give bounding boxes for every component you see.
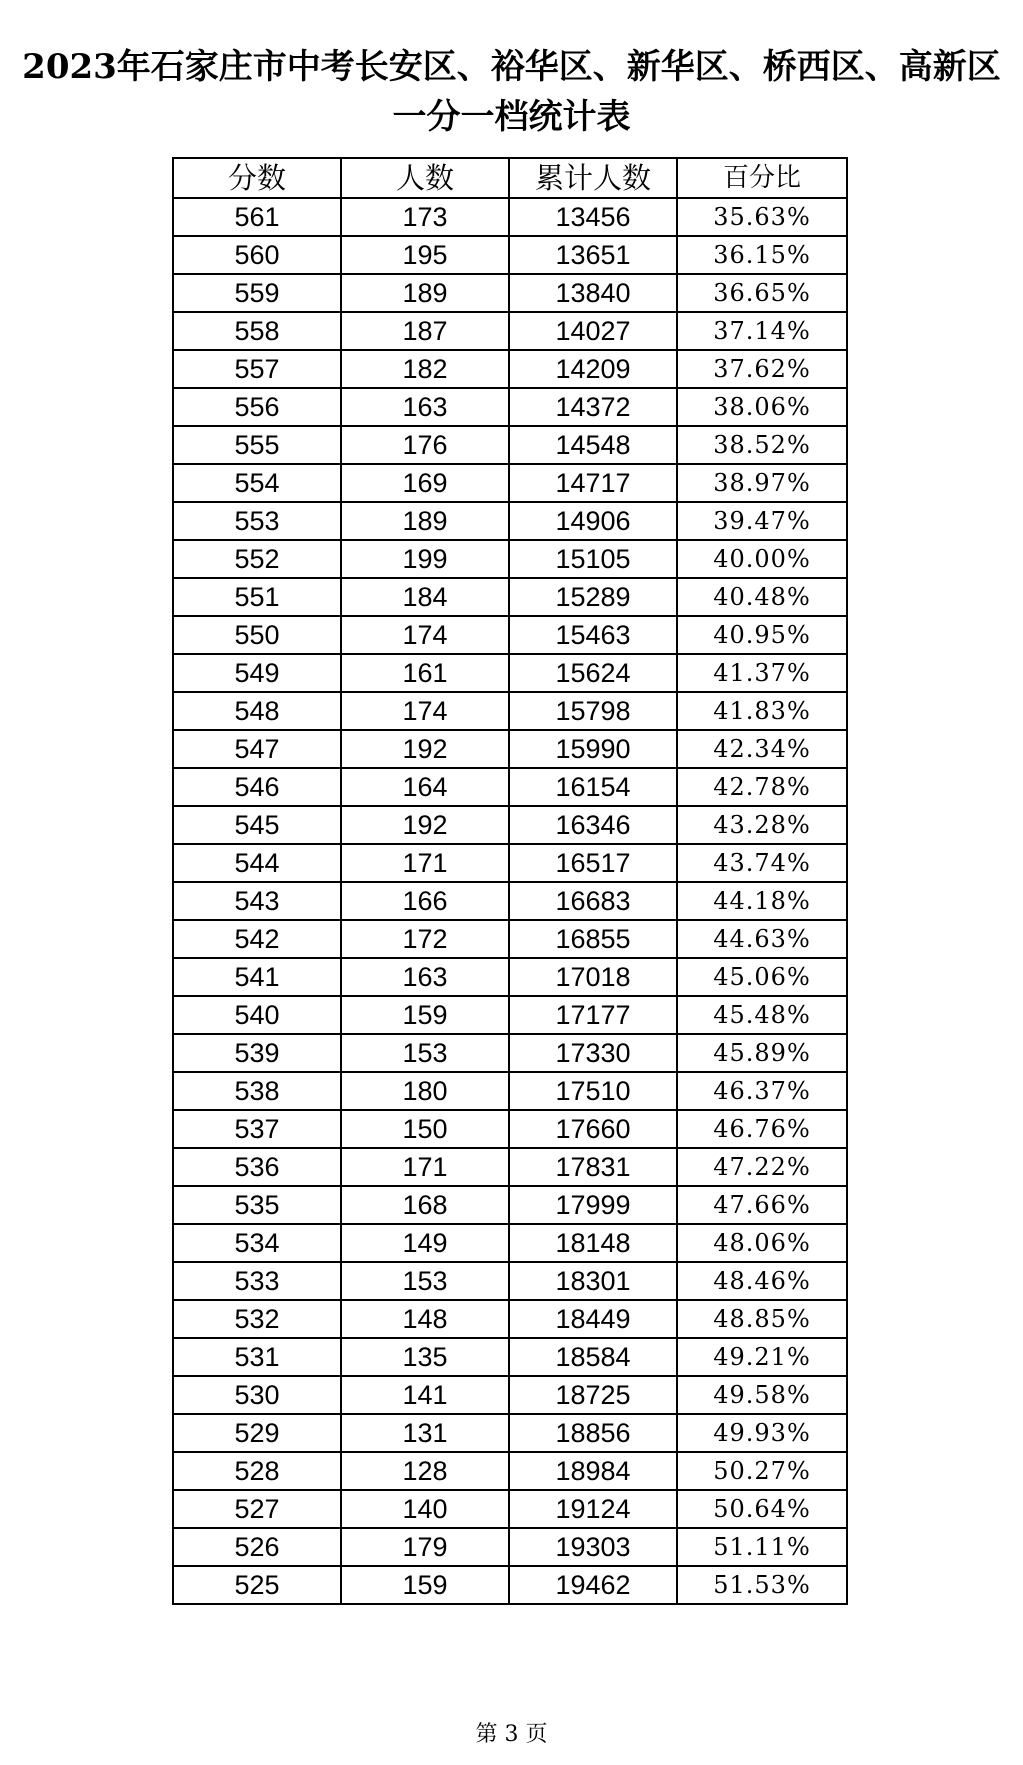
table-row bbox=[173, 1072, 847, 1110]
cell-count: 163 bbox=[341, 958, 509, 996]
cell-percent: 40.48% bbox=[677, 578, 847, 616]
cell-count: 149 bbox=[341, 1224, 509, 1262]
cell-score: 532 bbox=[173, 1300, 341, 1338]
cell-percent: 42.34% bbox=[677, 730, 847, 768]
cell-score: 551 bbox=[173, 578, 341, 616]
table-row bbox=[173, 730, 847, 768]
cell-count: 169 bbox=[341, 464, 509, 502]
cell-count: 172 bbox=[341, 920, 509, 958]
cell-count: 180 bbox=[341, 1072, 509, 1110]
cell-score: 556 bbox=[173, 388, 341, 426]
table-row bbox=[173, 654, 847, 692]
cell-score: 553 bbox=[173, 502, 341, 540]
cell-count: 166 bbox=[341, 882, 509, 920]
cell-score: 544 bbox=[173, 844, 341, 882]
cell-score: 538 bbox=[173, 1072, 341, 1110]
cell-cumulative: 13456 bbox=[509, 198, 677, 236]
table-row bbox=[173, 1148, 847, 1186]
cell-score: 545 bbox=[173, 806, 341, 844]
cell-percent: 45.89% bbox=[677, 1034, 847, 1072]
header-percent: 百分比 bbox=[677, 158, 847, 198]
cell-score: 558 bbox=[173, 312, 341, 350]
table-row bbox=[173, 1528, 847, 1566]
table-row bbox=[173, 1452, 847, 1490]
table-row bbox=[173, 236, 847, 274]
cell-score: 539 bbox=[173, 1034, 341, 1072]
cell-score: 534 bbox=[173, 1224, 341, 1262]
cell-cumulative: 19124 bbox=[509, 1490, 677, 1528]
table-body bbox=[173, 198, 847, 1604]
cell-percent: 38.06% bbox=[677, 388, 847, 426]
cell-percent: 41.83% bbox=[677, 692, 847, 730]
cell-percent: 38.52% bbox=[677, 426, 847, 464]
table-row bbox=[173, 1262, 847, 1300]
cell-score: 526 bbox=[173, 1528, 341, 1566]
cell-cumulative: 18449 bbox=[509, 1300, 677, 1338]
cell-cumulative: 18984 bbox=[509, 1452, 677, 1490]
table-row bbox=[173, 1414, 847, 1452]
cell-percent: 43.74% bbox=[677, 844, 847, 882]
cell-cumulative: 19462 bbox=[509, 1566, 677, 1604]
cell-cumulative: 16855 bbox=[509, 920, 677, 958]
cell-count: 184 bbox=[341, 578, 509, 616]
cell-count: 192 bbox=[341, 730, 509, 768]
cell-percent: 45.06% bbox=[677, 958, 847, 996]
cell-score: 530 bbox=[173, 1376, 341, 1414]
cell-count: 148 bbox=[341, 1300, 509, 1338]
cell-score: 548 bbox=[173, 692, 341, 730]
cell-score: 541 bbox=[173, 958, 341, 996]
cell-count: 176 bbox=[341, 426, 509, 464]
cell-count: 153 bbox=[341, 1262, 509, 1300]
cell-cumulative: 14717 bbox=[509, 464, 677, 502]
cell-cumulative: 15990 bbox=[509, 730, 677, 768]
cell-cumulative: 17177 bbox=[509, 996, 677, 1034]
cell-count: 164 bbox=[341, 768, 509, 806]
cell-percent: 47.22% bbox=[677, 1148, 847, 1186]
cell-count: 192 bbox=[341, 806, 509, 844]
table-row bbox=[173, 350, 847, 388]
cell-percent: 46.37% bbox=[677, 1072, 847, 1110]
cell-cumulative: 15105 bbox=[509, 540, 677, 578]
table-row bbox=[173, 312, 847, 350]
cell-score: 543 bbox=[173, 882, 341, 920]
cell-percent: 49.21% bbox=[677, 1338, 847, 1376]
cell-score: 528 bbox=[173, 1452, 341, 1490]
cell-cumulative: 16346 bbox=[509, 806, 677, 844]
cell-cumulative: 15463 bbox=[509, 616, 677, 654]
table-row bbox=[173, 1224, 847, 1262]
cell-count: 174 bbox=[341, 616, 509, 654]
cell-cumulative: 18584 bbox=[509, 1338, 677, 1376]
table-row bbox=[173, 1034, 847, 1072]
header-score: 分数 bbox=[173, 158, 341, 198]
cell-count: 174 bbox=[341, 692, 509, 730]
cell-score: 554 bbox=[173, 464, 341, 502]
header-count: 人数 bbox=[341, 158, 509, 198]
cell-score: 557 bbox=[173, 350, 341, 388]
cell-cumulative: 16683 bbox=[509, 882, 677, 920]
cell-score: 547 bbox=[173, 730, 341, 768]
cell-percent: 51.53% bbox=[677, 1566, 847, 1604]
cell-percent: 36.15% bbox=[677, 236, 847, 274]
table-row bbox=[173, 1186, 847, 1224]
cell-cumulative: 13651 bbox=[509, 236, 677, 274]
cell-percent: 35.63% bbox=[677, 198, 847, 236]
cell-count: 187 bbox=[341, 312, 509, 350]
cell-cumulative: 18148 bbox=[509, 1224, 677, 1262]
cell-cumulative: 13840 bbox=[509, 274, 677, 312]
cell-count: 135 bbox=[341, 1338, 509, 1376]
cell-cumulative: 14906 bbox=[509, 502, 677, 540]
cell-score: 540 bbox=[173, 996, 341, 1034]
cell-cumulative: 14209 bbox=[509, 350, 677, 388]
cell-score: 529 bbox=[173, 1414, 341, 1452]
table-row bbox=[173, 540, 847, 578]
cell-percent: 51.11% bbox=[677, 1528, 847, 1566]
table-row bbox=[173, 426, 847, 464]
cell-percent: 39.47% bbox=[677, 502, 847, 540]
cell-cumulative: 16517 bbox=[509, 844, 677, 882]
cell-percent: 42.78% bbox=[677, 768, 847, 806]
cell-count: 195 bbox=[341, 236, 509, 274]
table-row bbox=[173, 464, 847, 502]
table-row bbox=[173, 882, 847, 920]
cell-count: 189 bbox=[341, 502, 509, 540]
cell-score: 555 bbox=[173, 426, 341, 464]
cell-cumulative: 15798 bbox=[509, 692, 677, 730]
table-row bbox=[173, 1110, 847, 1148]
cell-score: 552 bbox=[173, 540, 341, 578]
cell-percent: 44.18% bbox=[677, 882, 847, 920]
cell-cumulative: 19303 bbox=[509, 1528, 677, 1566]
cell-cumulative: 17999 bbox=[509, 1186, 677, 1224]
table-row bbox=[173, 844, 847, 882]
title-line-2: 一分一档统计表 bbox=[392, 97, 631, 137]
table-row bbox=[173, 616, 847, 654]
table-row bbox=[173, 996, 847, 1034]
cell-percent: 47.66% bbox=[677, 1186, 847, 1224]
cell-percent: 37.14% bbox=[677, 312, 847, 350]
cell-score: 527 bbox=[173, 1490, 341, 1528]
cell-percent: 49.93% bbox=[677, 1414, 847, 1452]
cell-cumulative: 14372 bbox=[509, 388, 677, 426]
header-cumulative: 累计人数 bbox=[509, 158, 677, 198]
table-row bbox=[173, 806, 847, 844]
table-row bbox=[173, 692, 847, 730]
cell-count: 141 bbox=[341, 1376, 509, 1414]
cell-percent: 40.95% bbox=[677, 616, 847, 654]
title-line-1: 2023年石家庄市中考长安区、裕华区、新华区、桥西区、高新区 bbox=[22, 47, 1001, 87]
cell-score: 561 bbox=[173, 198, 341, 236]
cell-cumulative: 17510 bbox=[509, 1072, 677, 1110]
cell-score: 550 bbox=[173, 616, 341, 654]
cell-percent: 46.76% bbox=[677, 1110, 847, 1148]
cell-cumulative: 17660 bbox=[509, 1110, 677, 1148]
cell-count: 140 bbox=[341, 1490, 509, 1528]
cell-percent: 44.63% bbox=[677, 920, 847, 958]
cell-percent: 36.65% bbox=[677, 274, 847, 312]
cell-cumulative: 17330 bbox=[509, 1034, 677, 1072]
cell-percent: 37.62% bbox=[677, 350, 847, 388]
cell-count: 163 bbox=[341, 388, 509, 426]
cell-count: 161 bbox=[341, 654, 509, 692]
table-header-row bbox=[173, 158, 847, 198]
cell-percent: 41.37% bbox=[677, 654, 847, 692]
cell-count: 171 bbox=[341, 1148, 509, 1186]
cell-cumulative: 15624 bbox=[509, 654, 677, 692]
cell-score: 531 bbox=[173, 1338, 341, 1376]
table-row bbox=[173, 1376, 847, 1414]
cell-percent: 40.00% bbox=[677, 540, 847, 578]
table-row bbox=[173, 274, 847, 312]
cell-cumulative: 18725 bbox=[509, 1376, 677, 1414]
cell-percent: 50.64% bbox=[677, 1490, 847, 1528]
cell-score: 542 bbox=[173, 920, 341, 958]
table-row bbox=[173, 768, 847, 806]
cell-score: 525 bbox=[173, 1566, 341, 1604]
cell-cumulative: 17018 bbox=[509, 958, 677, 996]
cell-count: 189 bbox=[341, 274, 509, 312]
cell-count: 159 bbox=[341, 1566, 509, 1604]
cell-score: 559 bbox=[173, 274, 341, 312]
cell-cumulative: 15289 bbox=[509, 578, 677, 616]
cell-score: 537 bbox=[173, 1110, 341, 1148]
cell-score: 546 bbox=[173, 768, 341, 806]
table-row bbox=[173, 1300, 847, 1338]
page-number: 第 3 页 bbox=[475, 1722, 548, 1747]
table-row bbox=[173, 388, 847, 426]
score-distribution-table bbox=[172, 157, 848, 1605]
cell-percent: 45.48% bbox=[677, 996, 847, 1034]
table-row bbox=[173, 502, 847, 540]
cell-score: 549 bbox=[173, 654, 341, 692]
cell-score: 536 bbox=[173, 1148, 341, 1186]
cell-percent: 43.28% bbox=[677, 806, 847, 844]
cell-score: 533 bbox=[173, 1262, 341, 1300]
cell-score: 535 bbox=[173, 1186, 341, 1224]
cell-count: 179 bbox=[341, 1528, 509, 1566]
cell-percent: 49.58% bbox=[677, 1376, 847, 1414]
cell-cumulative: 14027 bbox=[509, 312, 677, 350]
cell-cumulative: 18301 bbox=[509, 1262, 677, 1300]
cell-count: 168 bbox=[341, 1186, 509, 1224]
cell-count: 128 bbox=[341, 1452, 509, 1490]
cell-count: 131 bbox=[341, 1414, 509, 1452]
cell-cumulative: 17831 bbox=[509, 1148, 677, 1186]
cell-count: 150 bbox=[341, 1110, 509, 1148]
cell-percent: 48.06% bbox=[677, 1224, 847, 1262]
cell-percent: 38.97% bbox=[677, 464, 847, 502]
cell-percent: 48.46% bbox=[677, 1262, 847, 1300]
cell-percent: 48.85% bbox=[677, 1300, 847, 1338]
table-row bbox=[173, 1338, 847, 1376]
cell-count: 171 bbox=[341, 844, 509, 882]
cell-count: 182 bbox=[341, 350, 509, 388]
cell-count: 159 bbox=[341, 996, 509, 1034]
table-row bbox=[173, 1566, 847, 1604]
page-title bbox=[0, 42, 1023, 142]
cell-count: 173 bbox=[341, 198, 509, 236]
cell-cumulative: 16154 bbox=[509, 768, 677, 806]
table-row bbox=[173, 920, 847, 958]
cell-count: 199 bbox=[341, 540, 509, 578]
table-row bbox=[173, 578, 847, 616]
cell-score: 560 bbox=[173, 236, 341, 274]
table-row bbox=[173, 958, 847, 996]
table-row bbox=[173, 1490, 847, 1528]
cell-percent: 50.27% bbox=[677, 1452, 847, 1490]
cell-count: 153 bbox=[341, 1034, 509, 1072]
table-row bbox=[173, 198, 847, 236]
cell-cumulative: 18856 bbox=[509, 1414, 677, 1452]
cell-cumulative: 14548 bbox=[509, 426, 677, 464]
